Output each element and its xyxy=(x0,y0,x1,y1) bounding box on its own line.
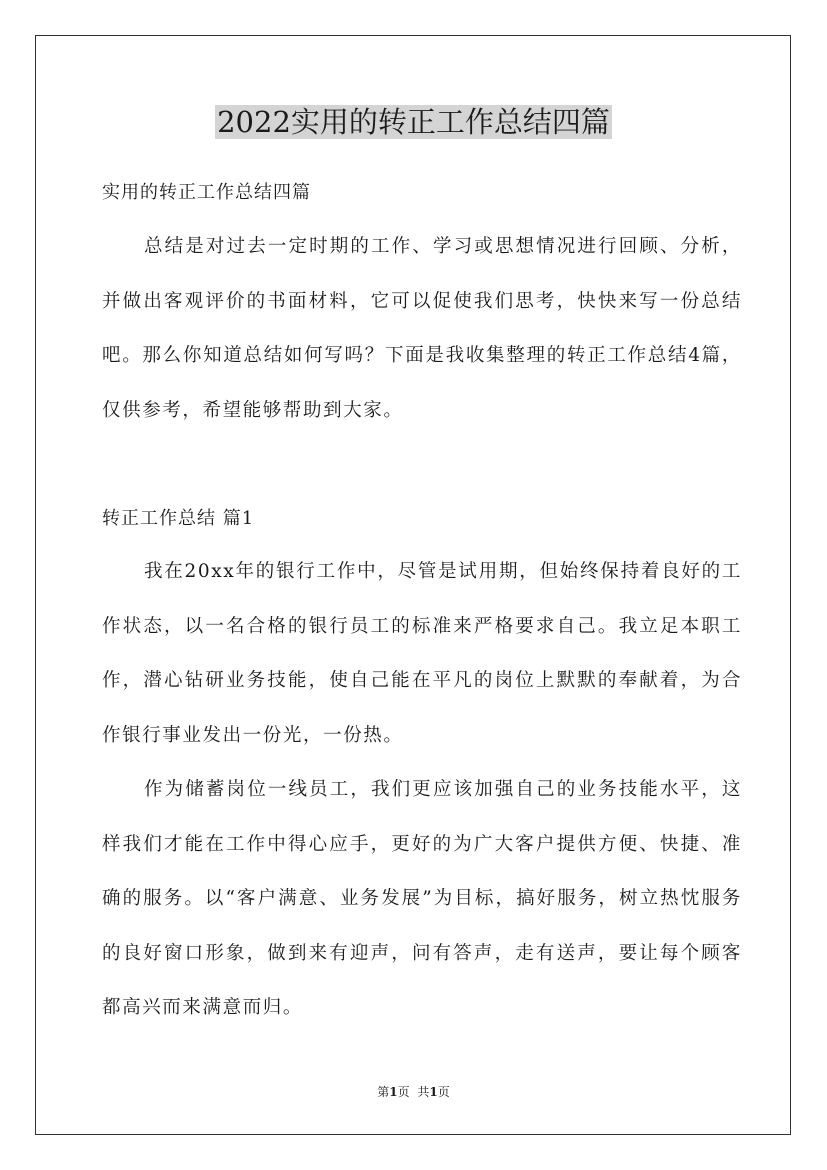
document-title xyxy=(0,100,827,144)
footer-total-number: 1 xyxy=(429,1085,438,1099)
body-paragraph-2: 作为储蓄岗位一线员工，我们更应该加强自己的业务技能水平，这样我们才能在工作中得心应手，更好的为广大客户提供方便、快捷、准确的服务。以“客户满意、业务发展”为目标，搞好服务，树立热忱服务的良好窗口形象，做到来有迎声，问有答声，走有送声，要让每个顾客都高兴而来满意而归。 xyxy=(102,779,742,1018)
footer-page-prefix: 第 xyxy=(377,1085,390,1099)
body-paragraph-1: 我在20xx年的银行工作中，尽管是试用期，但始终保持着良好的工作状态，以一名合格的银行员工的标准来严格要求自己。我立足本职工作，潜心钻研业务技能，使自己能在平凡的岗位上默默的奉献着，为合作银行事业发出一份光，一份热。 xyxy=(102,561,742,746)
intro-paragraph: 总结是对过去一定时期的工作、学习或思想情况进行回顾、分析，并做出客观评价的书面材料，它可以促使我们思考，快快来写一份总结吧。那么你知道总结如何写吗？下面是我收集整理的转正工作总结4篇，仅供参考，希望能够帮助到大家。 xyxy=(102,236,742,421)
document-title-text: 2022实用的转正工作总结四篇 xyxy=(217,105,610,139)
footer-total-prefix: 共 xyxy=(417,1085,430,1099)
page-footer xyxy=(0,1083,827,1101)
footer-total-suffix: 页 xyxy=(437,1085,450,1099)
section-heading: 转正工作总结 篇1 xyxy=(102,508,255,529)
document-subtitle: 实用的转正工作总结四篇 xyxy=(102,182,311,203)
footer-page-suffix: 页 xyxy=(397,1085,410,1099)
footer-page-number: 1 xyxy=(389,1085,398,1099)
